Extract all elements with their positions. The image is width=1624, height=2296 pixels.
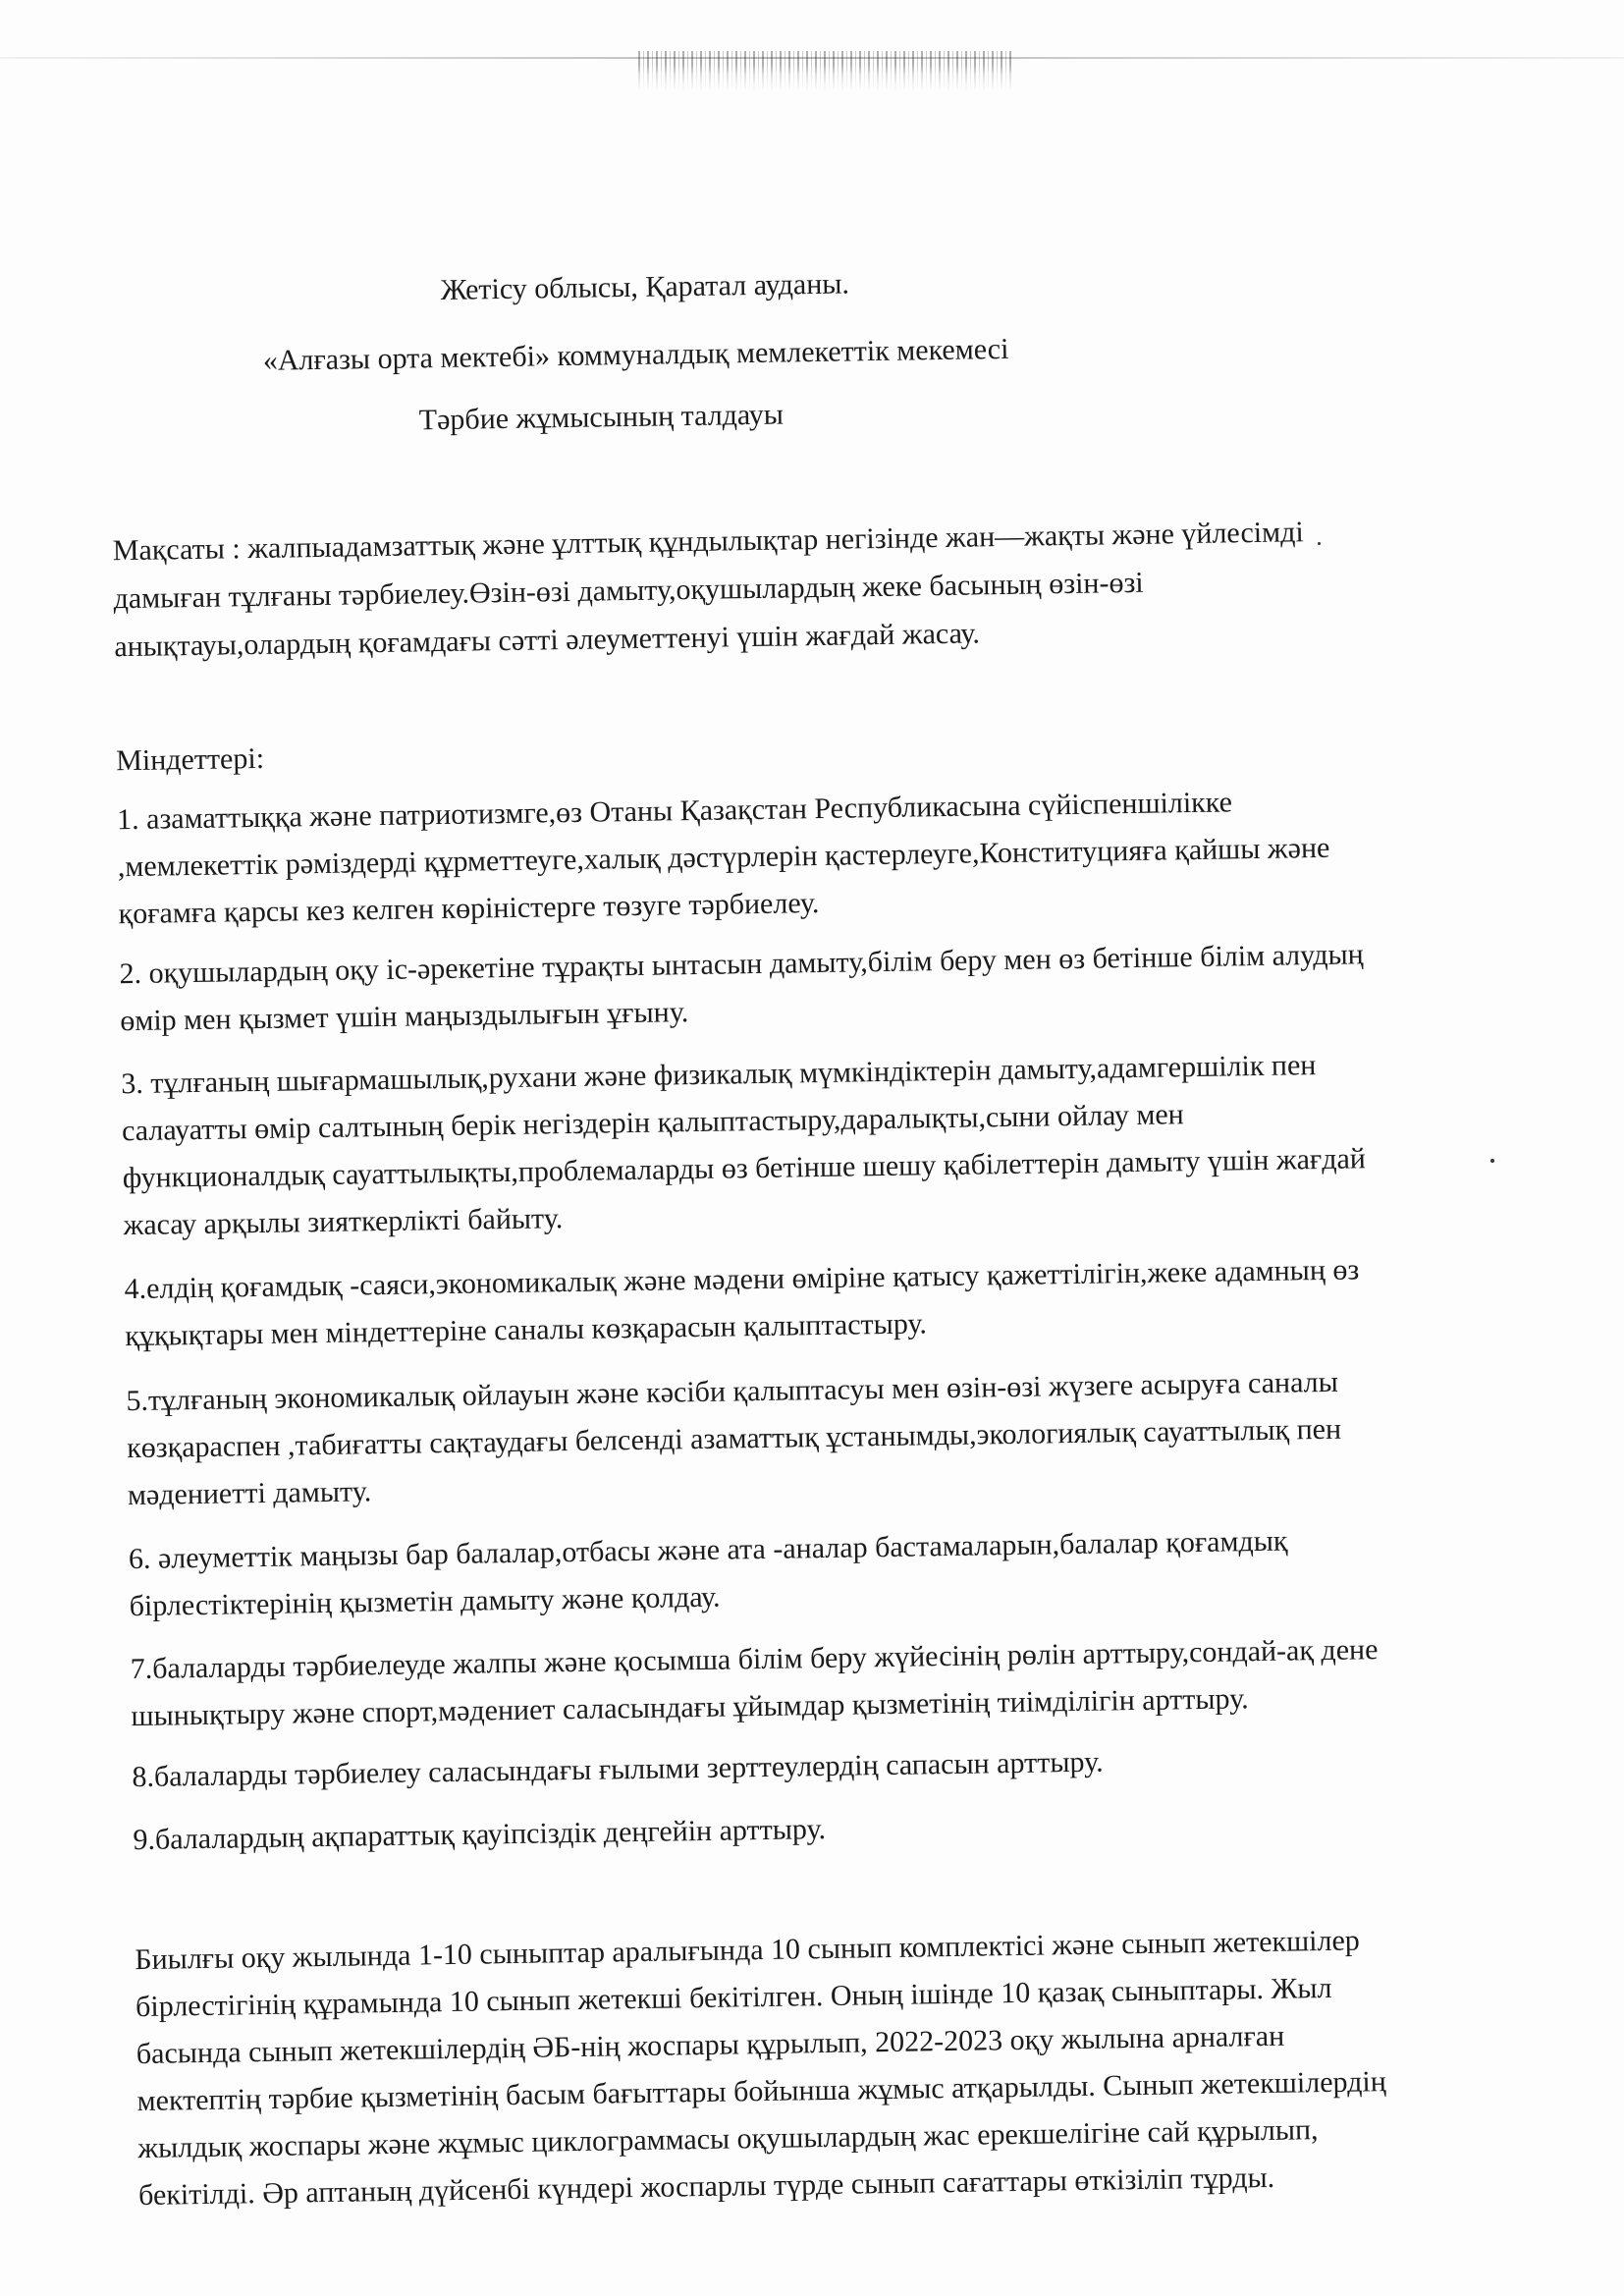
task-line: салауатты өмір салтының берік негіздерін қалыптастыру,даралықты,сыни ойлау мен (121, 1098, 1184, 1148)
summary-line: мектептің тәрбие қызметінің басым бағыттары бойынша жұмыс атқарылды. Сынып жетекшілердің (136, 2065, 1387, 2118)
header-institution: «Алғазы орта мектебі» коммуналдық мемлекеттік мекемесі (262, 332, 1009, 377)
task-line: 7.балаларды тәрбиелеуде жалпы және қосымша білім беру жүйесінің рөлін арттыру,сондай-ақ дене (130, 1633, 1379, 1686)
task-line: ,мемлекеттік рәміздерді құрметтеуге,халық дәстүрлерін қастерлеуге,Конституцияға қайшы және (117, 831, 1330, 884)
header-region: Жетісу облысы, Қаратал ауданы. (440, 267, 850, 306)
task-line: құқықтары мен міндеттеріне саналы көзқарасын қалыптастыру. (125, 1307, 928, 1353)
tasks-heading: Міндеттері: (115, 741, 265, 778)
goal-line: анықтауы,олардың қоғамдағы сәтті әлеуметтенуі үшін жағдай жасау. (114, 617, 981, 664)
summary-line: Биылғы оқу жылында 1-10 сыныптар аралығында 10 сынып комплектісі және сынып жетекшілер (135, 1924, 1361, 1977)
scan-speck (1490, 1159, 1494, 1163)
task-line: 1. азаматтыққа және патриотизмге,өз Отаны Қазақстан Республикасына сүйіспеншілікке (116, 786, 1233, 837)
summary-line: бекітілді. Әр аптаның дүйсенбі күндері жоспарлы түрде сынып сағаттары өткізіліп тұрды. (137, 2160, 1275, 2213)
task-line: 9.балалардың ақпараттық қауіпсіздік деңгейін арттыру. (133, 1813, 827, 1857)
task-line: 4.елдің қоғамдық -саяси,экономикалық және мәдени өміріне қатысу қажеттілігін,жеке адамның өз (124, 1253, 1360, 1306)
task-line: 3. тұлғаның шығармашылық,рухани және физикалық мүмкіндіктерін дамыту,адамгершілік пен (121, 1049, 1317, 1101)
task-line: мәдениетті дамыту. (127, 1475, 372, 1512)
task-line: 6. әлеуметтік маңызы бар балалар,отбасы және ата -аналар бастамаларын,балалар қоғамдық (128, 1524, 1288, 1576)
scan-speck (1318, 542, 1321, 545)
task-line: көзқараспен ,табиғатты сақтаудағы белсенді азаматтық ұстанымды,экологиялық сауаттылық пен (126, 1412, 1342, 1465)
goal-line: Мақсаты : жалпыадамзаттық және ұлттық құндылықтар негізінде жан—жақты және үйлесімді (112, 516, 1304, 568)
summary-line: басында сынып жетекшілердің ӘБ-нің жоспары құрылып, 2022-2023 оқу жылына арналған (135, 2019, 1285, 2071)
task-line: өмір мен қызмет үшін маңыздылығын ұғыну. (120, 996, 689, 1038)
task-line: бірлестіктерінің қызметін дамыту және қолдау. (129, 1580, 721, 1623)
document-title: Тәрбие жұмысының талдауы (418, 398, 785, 437)
goal-line: дамыған тұлғаны тәрбиелеу.Өзін-өзі дамыту,оқушылардың жеке басының өзін-өзі (113, 566, 1144, 616)
summary-line: жылдық жоспары және жұмыс циклограммасы оқушылардың жас ерекшелігіне сай құрылып, (137, 2113, 1319, 2165)
task-line: жасау арқылы зияткерлікті байыту. (123, 1202, 564, 1242)
task-line: функционалдық сауаттылықты,проблемаларды өз бетінше шешу қабілеттерін дамыту үшін жағдай (122, 1142, 1367, 1195)
task-line: қоғамға қарсы кез келген көріністерге төзуге тәрбиелеу. (118, 887, 820, 931)
summary-line: бірлестігінің құрамында 10 сынып жетекші бекітілген. Оның ішінде 10 қазақ сыныптары. Жыл (135, 1971, 1332, 2024)
task-line: 8.балаларды тәрбиелеу саласындағы ғылыми зерттеулердің сапасын арттыру. (132, 1745, 1104, 1794)
task-line: 5.тұлғаның экономикалық ойлауын және кәсіби қалыптасуы мен өзін-өзі жүзеге асыруға саналы (126, 1365, 1339, 1418)
task-line: шынықтыру және спорт,мәдениет саласындағы ұйымдар қызметінің тиімділігін арттыру. (131, 1682, 1249, 1733)
task-line: 2. оқушылардың оқу іс-әрекетіне тұрақты ынтасын дамыту,білім беру мен өз бетінше білім алудың (119, 938, 1364, 991)
